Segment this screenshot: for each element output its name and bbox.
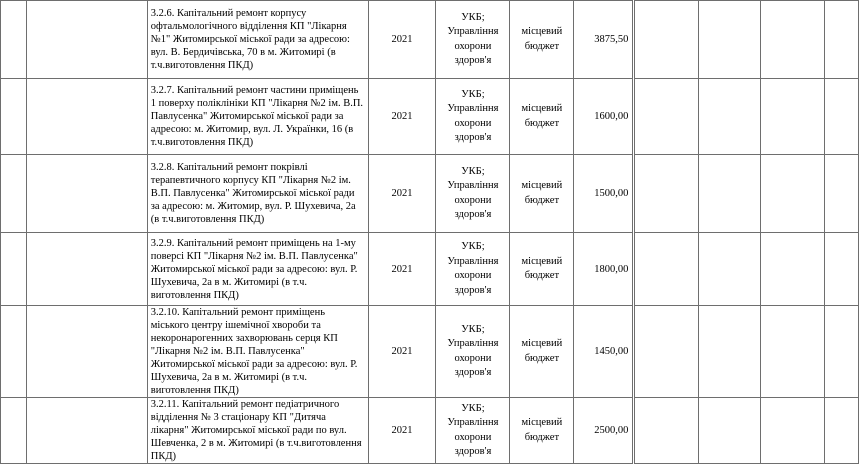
funding-amount: 1600,00	[574, 79, 634, 155]
empty-cell	[699, 155, 761, 233]
empty-cell	[761, 1, 825, 79]
funding-amount: 2500,00	[574, 398, 634, 464]
empty-cell	[1, 306, 27, 398]
empty-cell	[824, 155, 858, 233]
table-row	[1, 233, 859, 306]
funding-source: місцевий бюджет	[510, 398, 574, 464]
empty-cell	[699, 233, 761, 306]
executor: УКБ; Управління охорони здоров'я	[436, 233, 510, 306]
empty-cell	[1, 155, 27, 233]
measure-description: 3.2.9. Капітальний ремонт приміщень на 1-му поверсі КП "Лікарня №2 ім. В.П. Павлусенка" Житомирської міської ради за адресою: вул. Р. Шухевича, 2а в м. Житомирі (в т.ч. виготовлення ПКД)	[147, 233, 368, 306]
empty-cell	[761, 155, 825, 233]
executor: УКБ; Управління охорони здоров'я	[436, 398, 510, 464]
empty-cell	[1, 398, 27, 464]
empty-cell	[699, 79, 761, 155]
empty-cell	[26, 79, 147, 155]
empty-cell	[824, 233, 858, 306]
empty-cell	[26, 233, 147, 306]
executor: УКБ; Управління охорони здоров'я	[436, 155, 510, 233]
table-row	[1, 155, 859, 233]
empty-cell	[699, 398, 761, 464]
empty-cell	[26, 155, 147, 233]
execution-year: 2021	[368, 306, 436, 398]
empty-cell	[761, 306, 825, 398]
empty-cell	[26, 398, 147, 464]
execution-year: 2021	[368, 398, 436, 464]
executor: УКБ; Управління охорони здоров'я	[436, 1, 510, 79]
empty-cell	[1, 79, 27, 155]
executor: УКБ; Управління охорони здоров'я	[436, 306, 510, 398]
table-row	[1, 398, 859, 464]
funding-source: місцевий бюджет	[510, 79, 574, 155]
funding-amount: 3875,50	[574, 1, 634, 79]
empty-cell	[1, 233, 27, 306]
empty-cell	[824, 1, 858, 79]
empty-cell	[26, 1, 147, 79]
empty-cell	[634, 79, 699, 155]
empty-cell	[634, 398, 699, 464]
empty-cell	[699, 1, 761, 79]
empty-cell	[634, 233, 699, 306]
empty-cell	[761, 233, 825, 306]
measure-description: 3.2.8. Капітальний ремонт покрівлі терапевтичного корпусу КП "Лікарня №2 ім. В.П. Павлусенка" Житомирської міської ради за адресою: м. Житомир, вул. Р. Шухевича, 2а (в т.ч.виготовлення ПКД)	[147, 155, 368, 233]
empty-cell	[634, 1, 699, 79]
empty-cell	[824, 306, 858, 398]
empty-cell	[824, 398, 858, 464]
empty-cell	[634, 155, 699, 233]
executor: УКБ; Управління охорони здоров'я	[436, 79, 510, 155]
empty-cell	[26, 306, 147, 398]
measure-description: 3.2.10. Капітальний ремонт приміщень міського центру ішемічної хвороби та некоронарогенних захворювань серця КП "Лікарня №2 ім. В.П. Павлусенка" Житомирської міської ради за адресою: вул. Р. Шухевича, 2а в м. Житомирі (в т.ч. виготовлення ПКД)	[147, 306, 368, 398]
measure-description: 3.2.11. Капітальний ремонт педіатричного відділення № 3 стаціонару КП "Дитяча лікарня" Житомирської міської ради по вул. Шевченка, 2 в м. Житомирі (в т.ч.виготовлення ПКД)	[147, 398, 368, 464]
funding-source: місцевий бюджет	[510, 233, 574, 306]
table-row	[1, 1, 859, 79]
funding-source: місцевий бюджет	[510, 306, 574, 398]
table-row	[1, 79, 859, 155]
funding-amount: 1450,00	[574, 306, 634, 398]
execution-year: 2021	[368, 233, 436, 306]
funding-amount: 1500,00	[574, 155, 634, 233]
empty-cell	[761, 79, 825, 155]
empty-cell	[824, 79, 858, 155]
execution-year: 2021	[368, 155, 436, 233]
funding-source: місцевий бюджет	[510, 155, 574, 233]
measure-description: 3.2.6. Капітальний ремонт корпусу офтальмологічного відділення КП "Лікарня №1" Житомирської міської ради за адресою: вул. В. Бердичівська, 70 в м. Житомирі (в т.ч.виготовлення ПКД)	[147, 1, 368, 79]
empty-cell	[761, 398, 825, 464]
measure-description: 3.2.7. Капітальний ремонт частини приміщень 1 поверху поліклініки КП "Лікарня №2 ім. В.П. Павлусенка" Житомирської міської ради за адресою: м. Житомир, вул. Л. Українки, 16 (в т.ч.виготовлення ПКД)	[147, 79, 368, 155]
empty-cell	[634, 306, 699, 398]
empty-cell	[699, 306, 761, 398]
table-row	[1, 306, 859, 398]
execution-year: 2021	[368, 79, 436, 155]
execution-year: 2021	[368, 1, 436, 79]
funding-source: місцевий бюджет	[510, 1, 574, 79]
funding-amount: 1800,00	[574, 233, 634, 306]
empty-cell	[1, 1, 27, 79]
